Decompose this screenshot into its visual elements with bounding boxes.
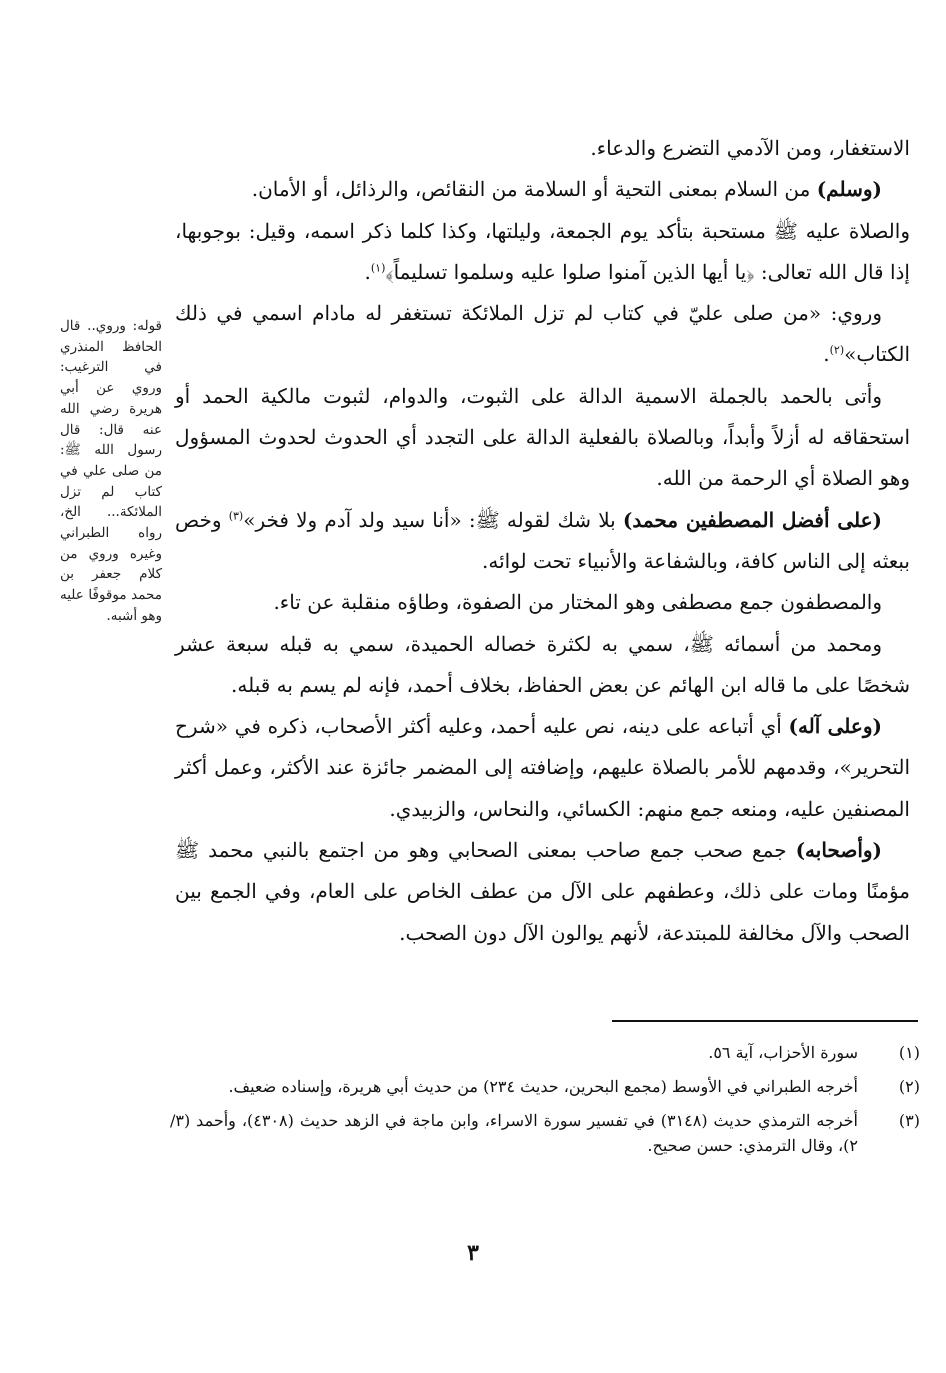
paragraph-text: وأتى بالحمد بالجملة الاسمية الدالة على الثبوت، والدوام، لثبوت مالكية الحمد أو استحقاقه له أزلاً وأبداً، وبالصلاة بالفعلية الدالة على التجدد أي الحدوث لحدوث المسؤول وهو الصلاة أي الرحمة من الله. bbox=[175, 383, 910, 491]
paragraph-1 bbox=[175, 128, 910, 169]
footnote-divider bbox=[612, 1020, 918, 1022]
paragraph-7 bbox=[175, 582, 910, 623]
matn-phrase: (وعلى آله) bbox=[788, 714, 882, 739]
footnote-text: سورة الأحزاب، آية ٥٦. bbox=[708, 1043, 858, 1062]
paragraph-6 bbox=[175, 500, 910, 583]
paragraph-2 bbox=[175, 169, 910, 210]
footnote-number: (٢) bbox=[898, 1077, 920, 1096]
paragraph-4 bbox=[175, 293, 910, 376]
margin-note-text: قوله: وروي.. قال الحافظ المنذري في الترغيب: وروي عن أبي هريرة رضي الله عنه قال: قال رسول الله ﷺ: من صلى علي في كتاب لم تزل الملائكة... الخ، رواه الطبراني وغيره وروي من كلام جعفر بن محمد موقوفًا عليه وهو أشبه. bbox=[60, 318, 162, 624]
footnote-number: (١) bbox=[898, 1043, 920, 1062]
paragraph-text: وروي: «من صلى عليّ في كتاب لم تزل الملائكة تستغفر له مادام اسمي في ذلك الكتاب» bbox=[175, 301, 910, 367]
footnote-ref[interactable]: (٣) bbox=[228, 509, 244, 523]
paragraph-text: الاستغفار، ومن الآدمي التضرع والدعاء. bbox=[590, 136, 910, 160]
paragraph-text: والصلاة عليه ﷺ مستحبة بتأكد يوم الجمعة، وليلتها، وكذا كلما ذكر اسمه، وقيل: بوجوبها، إذا قال الله تعالى: ﴿يا أيها الذين آمنوا صلوا عليه وسلموا تسليماً﴾ bbox=[175, 218, 910, 284]
footnote-3 bbox=[170, 1108, 920, 1158]
paragraph-text: والمصطفون جمع مصطفى وهو المختار من الصفوة، وطاؤه منقلبة عن تاء. bbox=[273, 590, 882, 615]
page-number: ٣ bbox=[467, 1240, 479, 1266]
paragraph-text: . bbox=[823, 342, 830, 367]
footnote-1 bbox=[170, 1040, 920, 1065]
footnote-ref[interactable]: (١) bbox=[370, 261, 386, 275]
matn-phrase: (وسلم) bbox=[816, 177, 882, 202]
footnote-text: أخرجه الترمذي حديث (٣١٤٨) في تفسير سورة الاسراء، وابن ماجة في الزهد حديث (٤٣٠٨)، وأحمد (٣/ ٢)، وقال الترمذي: حسن صحيح. bbox=[170, 1111, 858, 1155]
footnote-ref[interactable]: (٢) bbox=[829, 343, 845, 357]
footnote-number: (٣) bbox=[898, 1111, 920, 1130]
matn-phrase: (على أفضل المصطفين محمد) bbox=[622, 507, 883, 532]
paragraph-text: وخص ببعثه إلى الناس كافة، وبالشفاعة والأنبياء تحت لوائه. bbox=[175, 507, 910, 573]
paragraph-3 bbox=[175, 211, 910, 294]
footnote-text: أخرجه الطبراني في الأوسط (مجمع البحرين، حديث ٢٣٤) من حديث أبي هريرة، وإسناده ضعيف. bbox=[228, 1077, 858, 1096]
paragraph-text: جمع صحب جمع صاحب بمعنى الصحابي وهو من اجتمع بالنبي محمد ﷺ مؤمنًا ومات على ذلك، وعطفهم على الآل من عطف الخاص على العام، وفي الجمع بين الصحب والآل مخالفة للمبتدعة، لأنهم يوالون الآل دون الصحب. bbox=[175, 838, 910, 945]
footnotes bbox=[170, 1040, 920, 1167]
paragraph-text: أي أتباعه على دينه، نص عليه أحمد، وعليه أكثر الأصحاب، ذكره في «شرح التحرير»، وقدمهم للأمر بالصلاة عليهم، وإضافته إلى المضمر جائزة عند الأكثر، وعمل أكثر المصنفين عليه، ومنعه جمع منهم: الكسائي، والنحاس، والزبيدي. bbox=[175, 714, 910, 821]
margin-note bbox=[60, 316, 162, 627]
paragraph-8 bbox=[175, 624, 910, 707]
paragraph-text: من السلام بمعنى التحية أو السلامة من النقائص، والرذائل، أو الأمان. bbox=[251, 177, 817, 202]
paragraph-text: ومحمد من أسمائه ﷺ، سمي به لكثرة خصاله الحميدة، سمي به قبله سبعة عشر شخصًا على ما قاله ابن الهائم عن بعض الحفاظ، بخلاف أحمد، فإنه لم يسم به قبله. bbox=[175, 631, 910, 697]
paragraph-text: بلا شك لقوله ﷺ: «أنا سيد ولد آدم ولا فخر» bbox=[243, 507, 623, 532]
paragraph-text: . bbox=[364, 259, 371, 284]
matn-phrase: (وأصحابه) bbox=[795, 838, 882, 863]
paragraph-10 bbox=[175, 830, 910, 954]
main-text bbox=[175, 128, 910, 954]
paragraph-9 bbox=[175, 706, 910, 830]
paragraph-5 bbox=[175, 376, 910, 500]
footnote-2 bbox=[170, 1074, 920, 1099]
